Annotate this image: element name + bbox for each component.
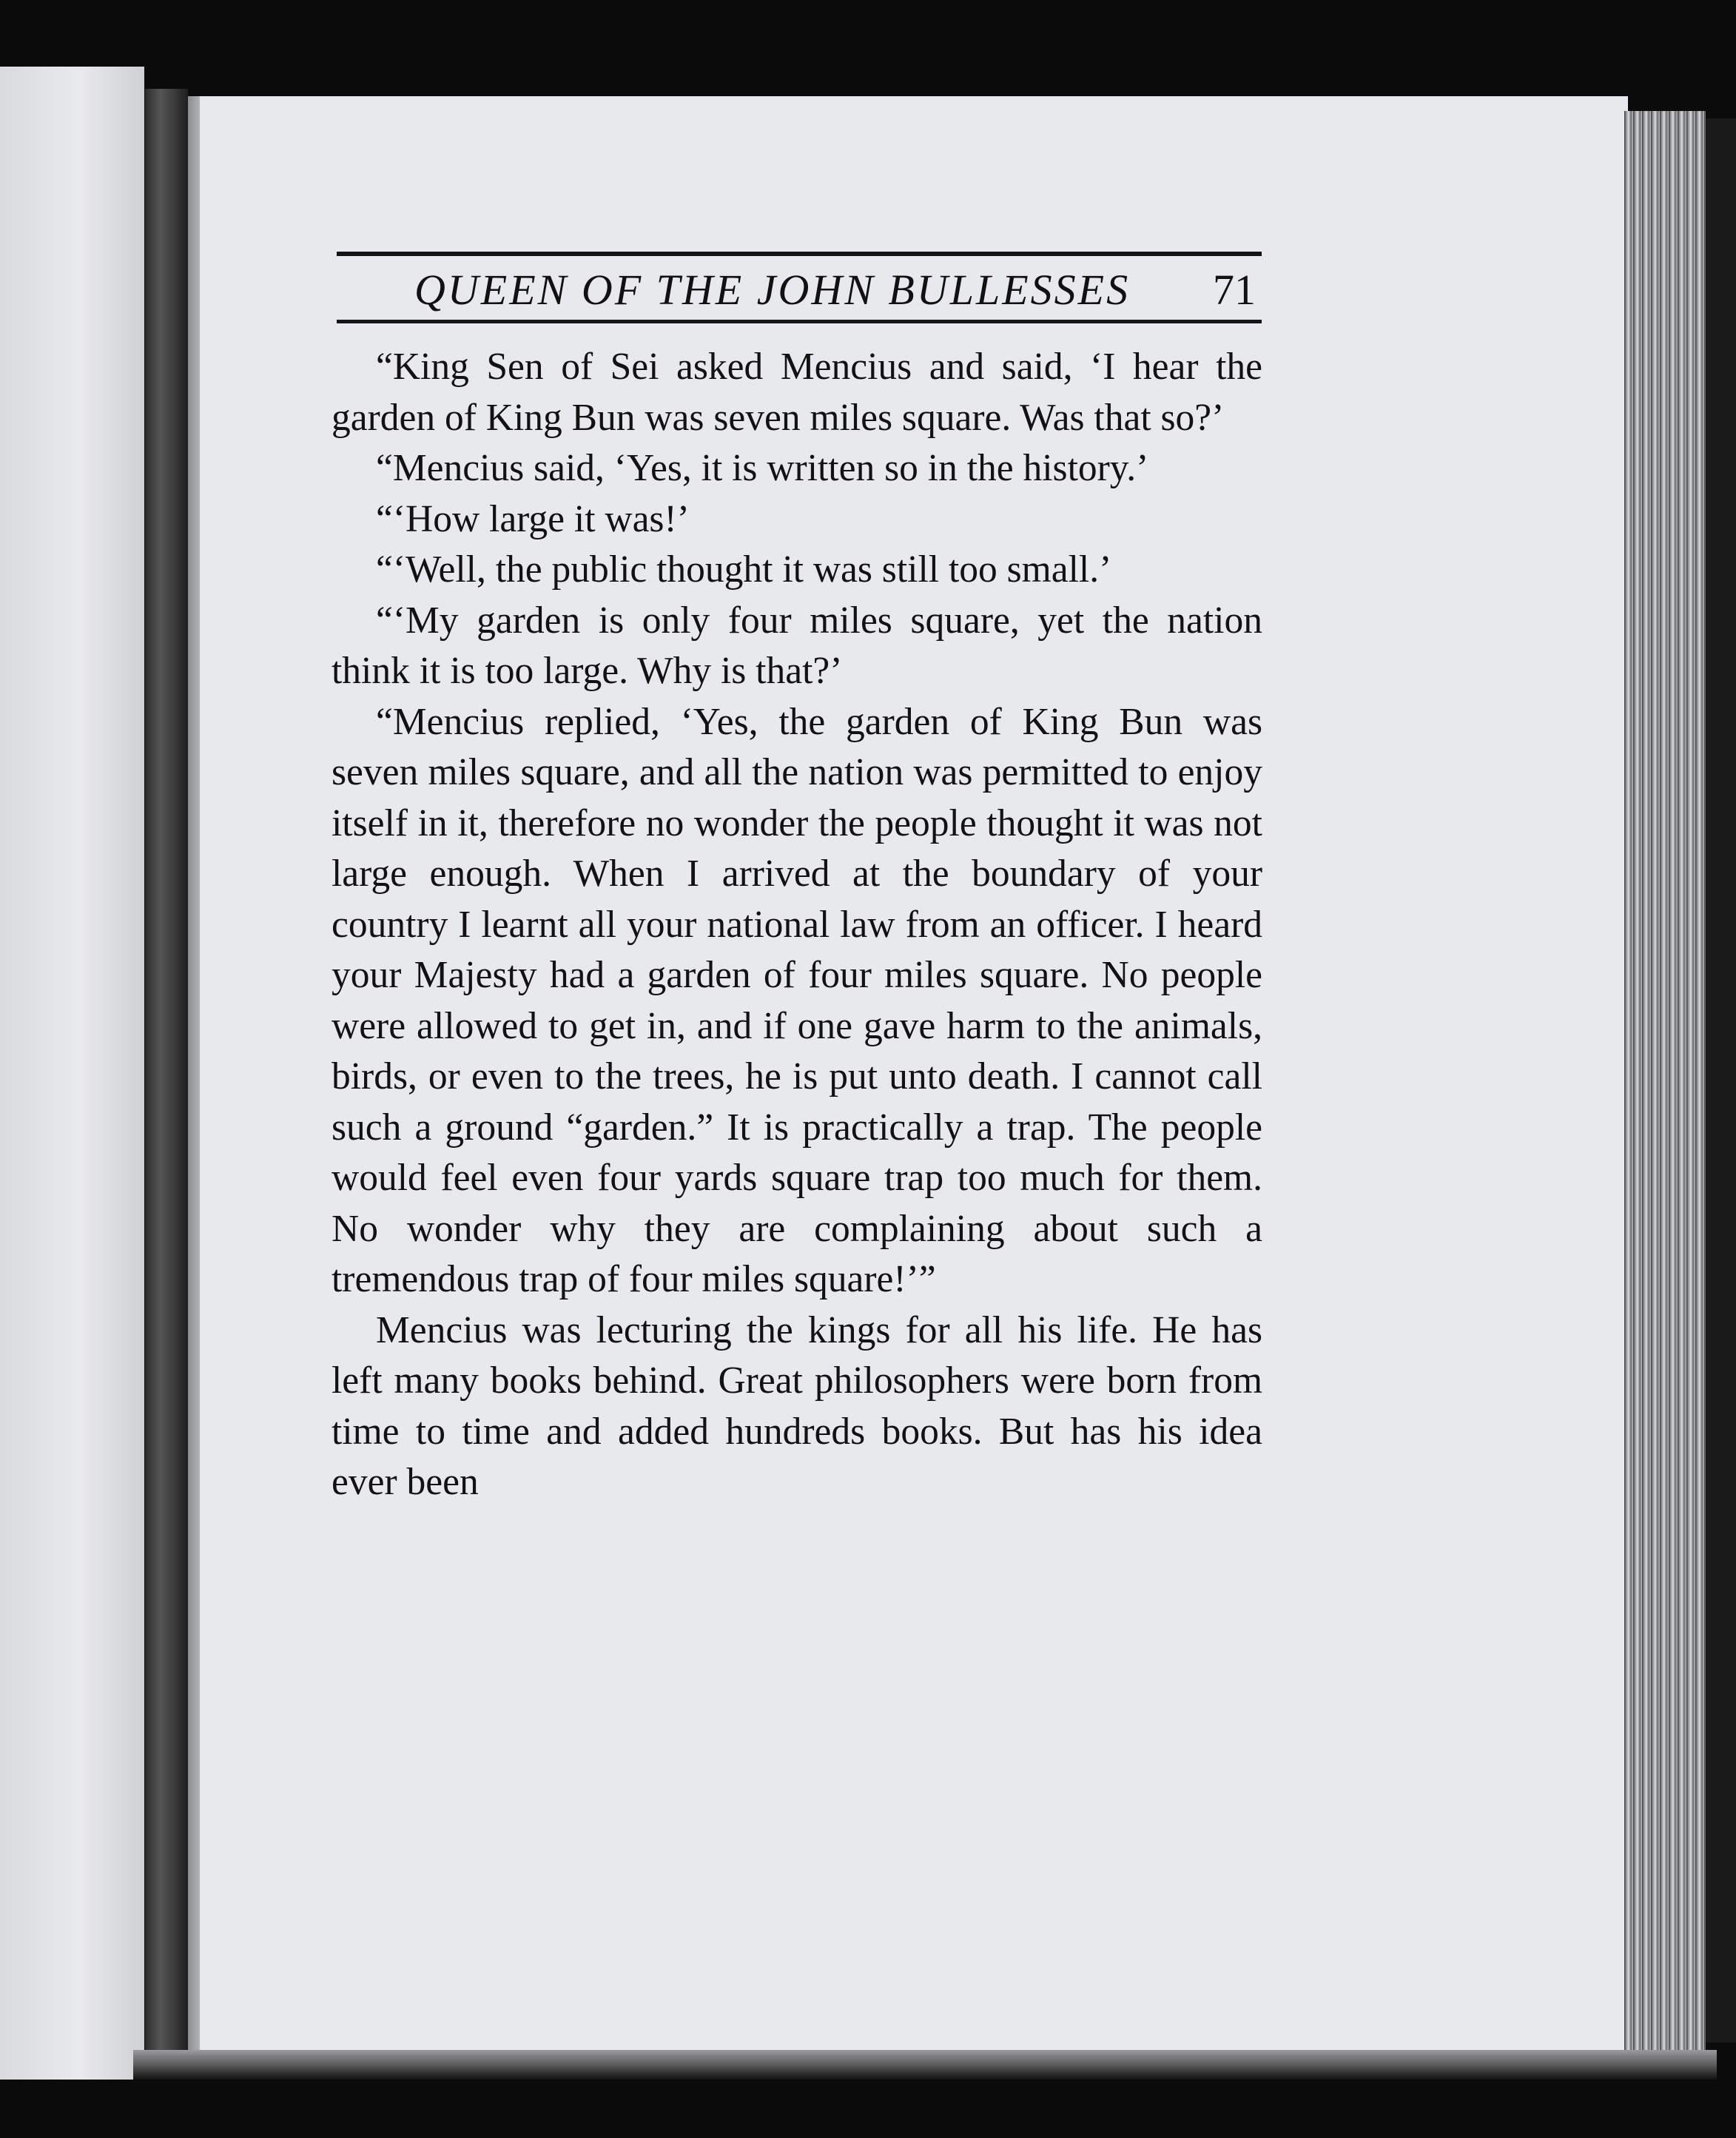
paragraph: “Mencius said, ‘Yes, it is written so in the history.’ xyxy=(376,447,1149,489)
header-bottom-rule xyxy=(337,320,1262,323)
paragraph: “King Sen of Sei asked Mencius and said, ‘I hear the garden of King Bun was seven miles square. Was that so?’ xyxy=(332,346,1262,439)
paragraph: Mencius was lecturing the kings for all his life. He has left many books behind. Great philosophers were born from time to time and added hundreds books. But has his idea ever been xyxy=(332,1308,1262,1503)
cover-edge xyxy=(1706,118,1736,2043)
paragraph: “Mencius replied, ‘Yes, the garden of King Bun was seven miles square, and all the nation was permitted to enjoy itself in it, therefore no wonder the people thought it was not large enough. When I arrived at the boundary of your country I learnt all your national law from an officer. I heard your Majesty had a garden of four miles square. No people were allowed to get in, and if one gave harm to the animals, birds, or even to the trees, he is put unto death. I cannot call such a ground “garden.” It is practically a trap. The people would feel even four yards square trap too much for them. No wonder why they are complaining about such a tremendous trap of four miles square!’” xyxy=(332,700,1262,1300)
bottom-page-edge xyxy=(133,2050,1717,2080)
book-gutter xyxy=(145,89,188,2057)
body-text xyxy=(332,342,1262,1508)
header-top-rule xyxy=(337,252,1262,256)
paragraph: “‘My garden is only four miles square, yet the nation think it is too large. Why is that?’ xyxy=(332,599,1262,692)
stacked-page-edges xyxy=(1624,111,1706,2050)
paragraph: “‘Well, the public thought it was still too small.’ xyxy=(376,548,1112,591)
page-number: 71 xyxy=(1213,266,1256,314)
facing-page-edge xyxy=(0,67,144,2080)
running-title: QUEEN OF THE JOHN BULLESSES xyxy=(414,266,1131,314)
page-header xyxy=(337,252,1262,326)
paragraph: “‘How large it was!’ xyxy=(376,497,690,540)
